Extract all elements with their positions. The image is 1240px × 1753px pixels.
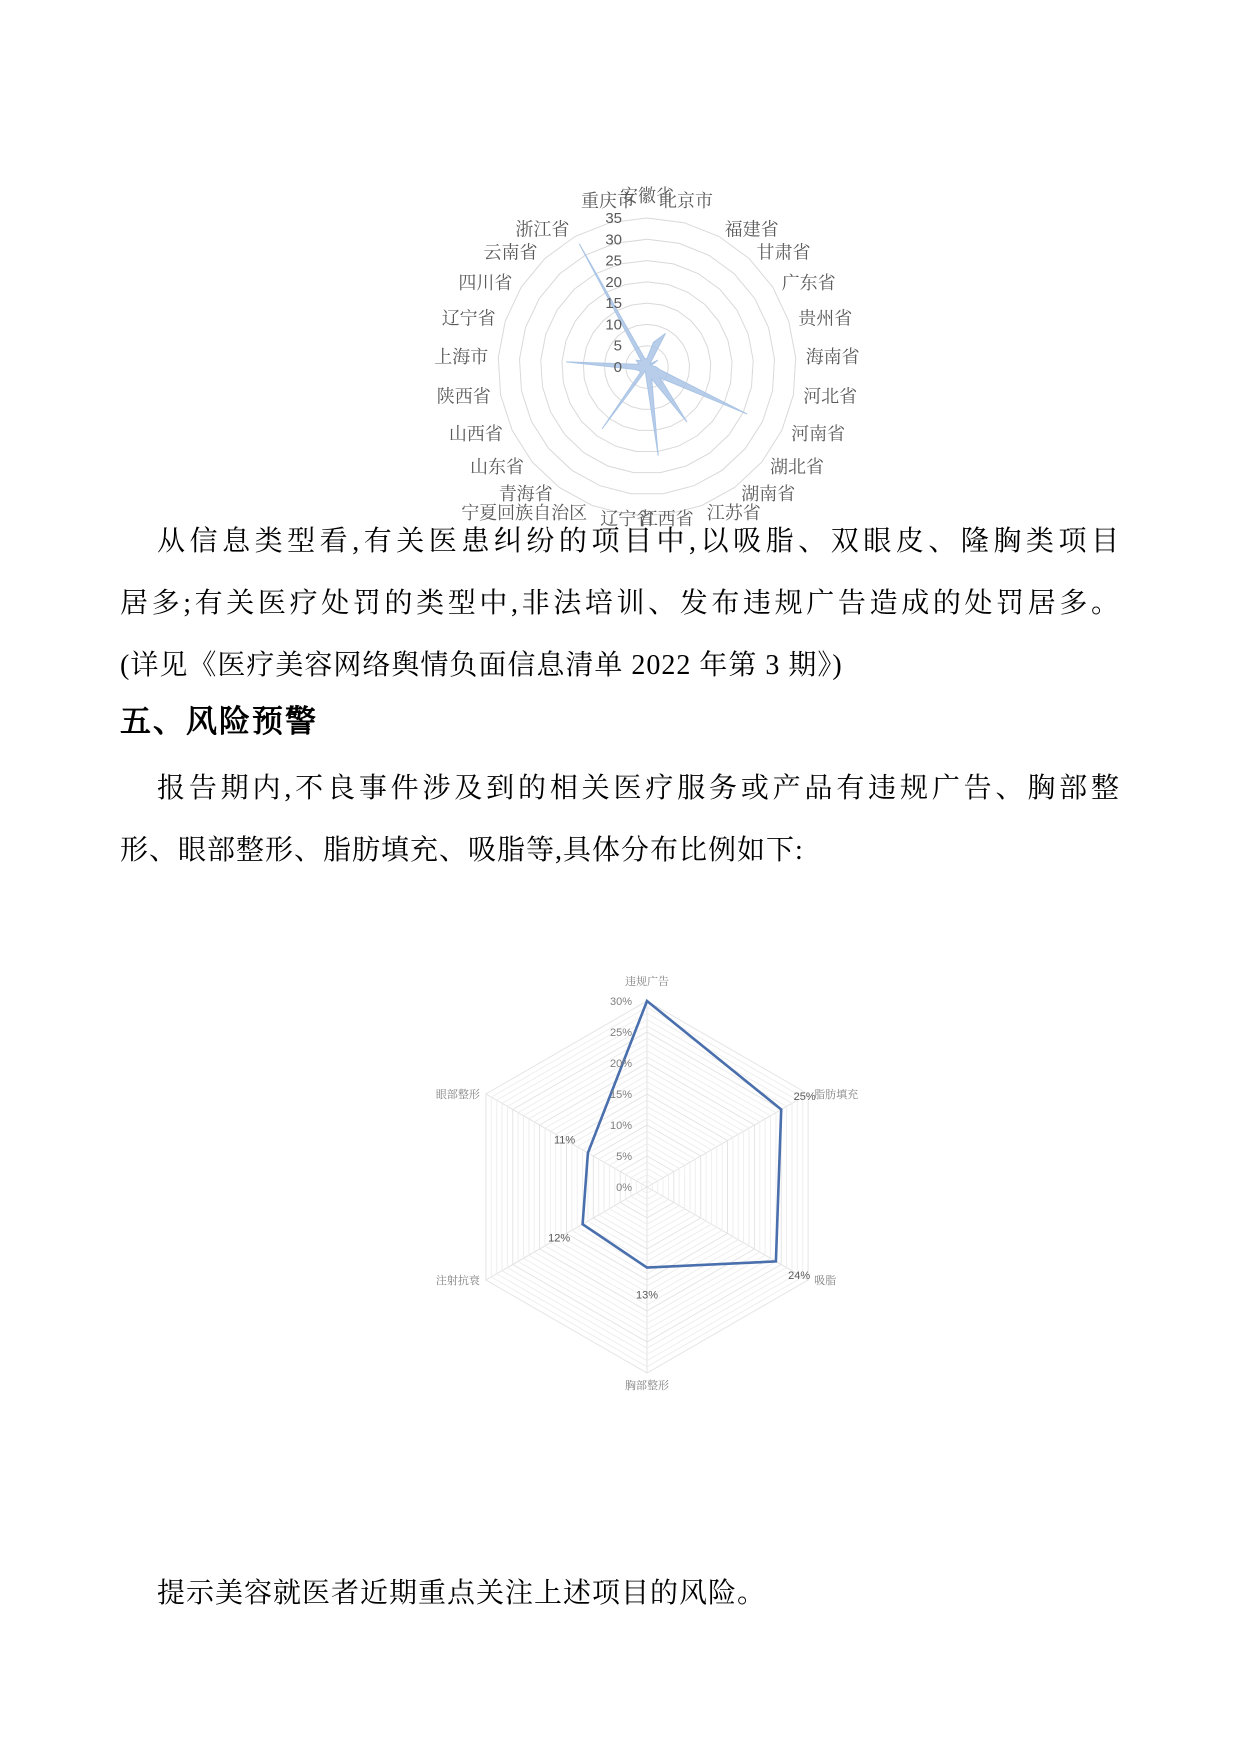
radar-category-label: 脂肪填充 [814, 1089, 859, 1101]
radar-axis-tick-label: 5 [613, 337, 622, 355]
radar-category-label: 青海省 [498, 484, 553, 504]
radar-category-label: 胸部整形 [625, 1380, 669, 1392]
radar-category-label: 北京市 [659, 190, 713, 211]
radar-axis-tick-label: 15% [609, 1089, 632, 1101]
section-heading-risk-warning: 五、风险预警 [120, 704, 318, 739]
province-distribution-radar-chart [390, 158, 860, 543]
radar-category-label: 陕西省 [436, 386, 491, 407]
radar-category-label: 注射抗衰 [435, 1275, 480, 1287]
paragraph-line: 居多;有关医疗处罚的类型中,非法培训、发布违规广告造成的处罚居多。 [120, 588, 1120, 619]
paragraph-risk-hint [120, 1563, 1120, 1625]
radar-category-label: 云南省 [483, 242, 538, 263]
radar-axis-tick-label: 10 [605, 316, 622, 334]
radar-category-label: 湖北省 [770, 457, 824, 478]
radar-category-label: 安徽省 [620, 186, 674, 206]
radar-category-label: 吸脂 [814, 1275, 837, 1287]
paragraph-line: 形、眼部整形、脂肪填充、吸脂等,具体分布比例如下: [120, 835, 804, 866]
radar-axis-tick-label: 15 [605, 295, 622, 313]
radar-axis-tick-label: 30% [609, 996, 632, 1008]
radar-category-label: 四川省 [458, 272, 513, 293]
radar-category-label: 福建省 [724, 219, 779, 240]
radar-axis-tick-label: 0% [616, 1182, 632, 1194]
radar-category-label: 江西省 [639, 508, 694, 529]
radar-data-label: 25% [793, 1091, 816, 1103]
radar-category-label: 山东省 [470, 457, 524, 478]
radar-category-label: 山西省 [448, 423, 503, 444]
paragraph-report-period [120, 758, 1120, 882]
radar-category-label: 甘肃省 [756, 242, 811, 263]
radar-axis-tick-label: 5% [616, 1151, 632, 1163]
radar-category-label: 贵州省 [798, 308, 853, 329]
radar-data-line [583, 1001, 782, 1268]
radar-category-label: 河北省 [803, 386, 858, 407]
radar-axis-tick-label: 35 [605, 210, 622, 227]
radar-category-label: 重庆市 [581, 190, 635, 211]
radar-axis-tick-label: 10% [609, 1120, 632, 1132]
radar-category-label: 广东省 [781, 272, 836, 293]
radar-category-label: 眼部整形 [435, 1089, 480, 1101]
risk-category-radar-chart [400, 955, 890, 1405]
paragraph-line: 报告期内,不良事件涉及到的相关医疗服务或产品有违规广告、胸部整 [157, 773, 1120, 804]
paragraph-line: 从信息类型看,有关医患纠纷的项目中,以吸脂、双眼皮、隆胸类项目 [157, 526, 1120, 557]
radar-data-label: 13% [635, 1289, 659, 1302]
radar-data-label: 12% [548, 1232, 571, 1245]
radar-axis-tick-label: 25% [609, 1027, 632, 1039]
paragraph-line: 提示美容就医者近期重点关注上述项目的风险。 [157, 1578, 767, 1609]
radar-category-label: 辽宁省 [600, 508, 655, 529]
radar-category-label: 浙江省 [515, 219, 570, 240]
radar-axis-tick-label: 20% [609, 1058, 632, 1070]
radar-axis-tick-label: 25 [605, 252, 622, 270]
radar-category-label: 宁夏回族自治区 [461, 503, 588, 523]
paragraph-info-type [120, 508, 1120, 697]
radar-category-label: 湖南省 [741, 484, 796, 504]
radar-category-label: 江苏省 [706, 503, 761, 523]
radar-category-label: 河南省 [791, 423, 846, 444]
radar-axis-tick-label: 30 [605, 231, 622, 249]
radar-category-label: 辽宁省 [441, 308, 496, 329]
radar-axis-tick-label: 0 [613, 359, 622, 376]
radar-data-label: 11% [553, 1134, 576, 1147]
paragraph-line: (详见《医疗美容网络舆情负面信息清单 2022 年第 3 期》) [120, 650, 843, 681]
radar-axis-tick-label: 20 [605, 273, 622, 291]
radar-category-label: 违规广告 [625, 976, 669, 988]
radar-data-label: 24% [788, 1269, 811, 1282]
radar-category-label: 海南省 [805, 347, 860, 368]
radar-category-label: 上海市 [434, 347, 489, 368]
